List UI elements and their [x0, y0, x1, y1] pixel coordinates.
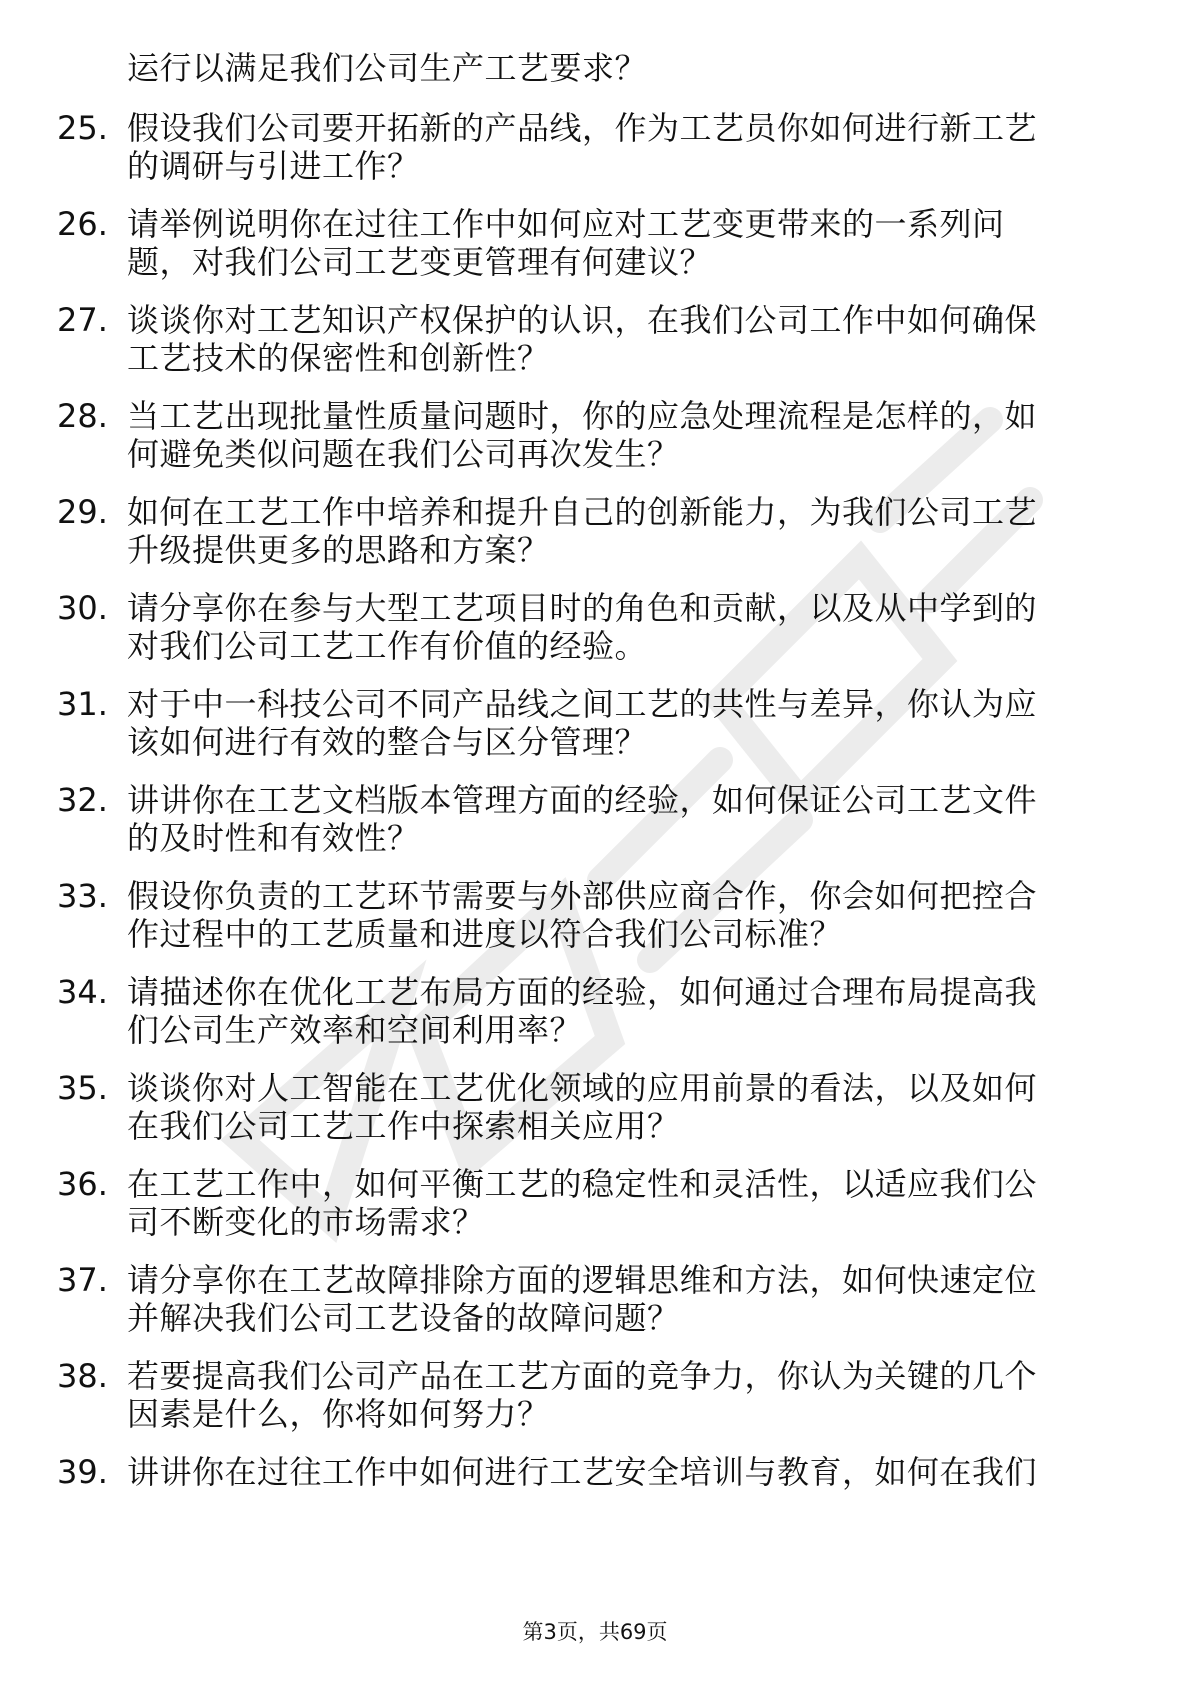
- question-text-line: 请举例说明你在过往工作中如何应对工艺变更带来的一系列问: [127, 205, 1005, 243]
- question-text-line: 在我们公司工艺工作中探索相关应用？: [127, 1107, 680, 1145]
- question-number: 37.: [57, 1261, 108, 1299]
- question-number: 39.: [57, 1453, 108, 1491]
- continuation-text: 运行以满足我们公司生产工艺要求？: [127, 49, 648, 87]
- question-text-line: 的调研与引进工作？: [127, 147, 420, 185]
- question-text-line: 工艺技术的保密性和创新性？: [127, 339, 550, 377]
- question-number: 30.: [57, 589, 108, 627]
- question-text-line: 谈谈你对工艺知识产权保护的认识，在我们公司工作中如何确保: [127, 301, 1038, 339]
- question-text-line: 若要提高我们公司产品在工艺方面的竞争力，你认为关键的几个: [127, 1357, 1038, 1395]
- question-text-line: 讲讲你在工艺文档版本管理方面的经验，如何保证公司工艺文件: [127, 781, 1038, 819]
- question-number: 27.: [57, 301, 108, 339]
- question-text-line: 司不断变化的市场需求？: [127, 1203, 485, 1241]
- question-number: 33.: [57, 877, 108, 915]
- question-number: 34.: [57, 973, 108, 1011]
- question-number: 32.: [57, 781, 108, 819]
- question-text-line: 假设你负责的工艺环节需要与外部供应商合作，你会如何把控合: [127, 877, 1038, 915]
- question-number: 38.: [57, 1357, 108, 1395]
- question-number: 35.: [57, 1069, 108, 1107]
- question-number: 25.: [57, 109, 108, 147]
- question-number: 29.: [57, 493, 108, 531]
- question-text-line: 请分享你在参与大型工艺项目时的角色和贡献，以及从中学到的: [127, 589, 1038, 627]
- question-text-line: 在工艺工作中，如何平衡工艺的稳定性和灵活性，以适应我们公: [127, 1165, 1038, 1203]
- question-text-line: 假设我们公司要开拓新的产品线，作为工艺员你如何进行新工艺: [127, 109, 1038, 147]
- question-number: 36.: [57, 1165, 108, 1203]
- question-number: 31.: [57, 685, 108, 723]
- question-text-line: 讲讲你在过往工作中如何进行工艺安全培训与教育，如何在我们: [127, 1453, 1038, 1491]
- question-text-line: 作过程中的工艺质量和进度以符合我们公司标准？: [127, 915, 843, 953]
- question-text-line: 升级提供更多的思路和方案？: [127, 531, 550, 569]
- question-text-line: 如何在工艺工作中培养和提升自己的创新能力，为我们公司工艺: [127, 493, 1038, 531]
- question-text-line: 们公司生产效率和空间利用率？: [127, 1011, 583, 1049]
- question-text-line: 题，对我们公司工艺变更管理有何建议？: [127, 243, 713, 281]
- question-text-line: 并解决我们公司工艺设备的故障问题？: [127, 1299, 680, 1337]
- question-text-line: 当工艺出现批量性质量问题时，你的应急处理流程是怎样的，如: [127, 397, 1038, 435]
- question-text-line: 该如何进行有效的整合与区分管理？: [127, 723, 648, 761]
- question-text-line: 对于中一科技公司不同产品线之间工艺的共性与差异，你认为应: [127, 685, 1038, 723]
- question-text-line: 请分享你在工艺故障排除方面的逻辑思维和方法，如何快速定位: [127, 1261, 1038, 1299]
- question-text-line: 因素是什么，你将如何努力？: [127, 1395, 550, 1433]
- question-text-line: 请描述你在优化工艺布局方面的经验，如何通过合理布局提高我: [127, 973, 1038, 1011]
- question-number: 28.: [57, 397, 108, 435]
- question-number: 26.: [57, 205, 108, 243]
- page-footer: 第3页，共69页: [522, 1620, 668, 1644]
- question-text-line: 对我们公司工艺工作有价值的经验。: [127, 627, 648, 665]
- question-text-line: 谈谈你对人工智能在工艺优化领域的应用前景的看法，以及如何: [127, 1069, 1038, 1107]
- question-text-line: 的及时性和有效性？: [127, 819, 420, 857]
- question-text-line: 何避免类似问题在我们公司再次发生？: [127, 435, 680, 473]
